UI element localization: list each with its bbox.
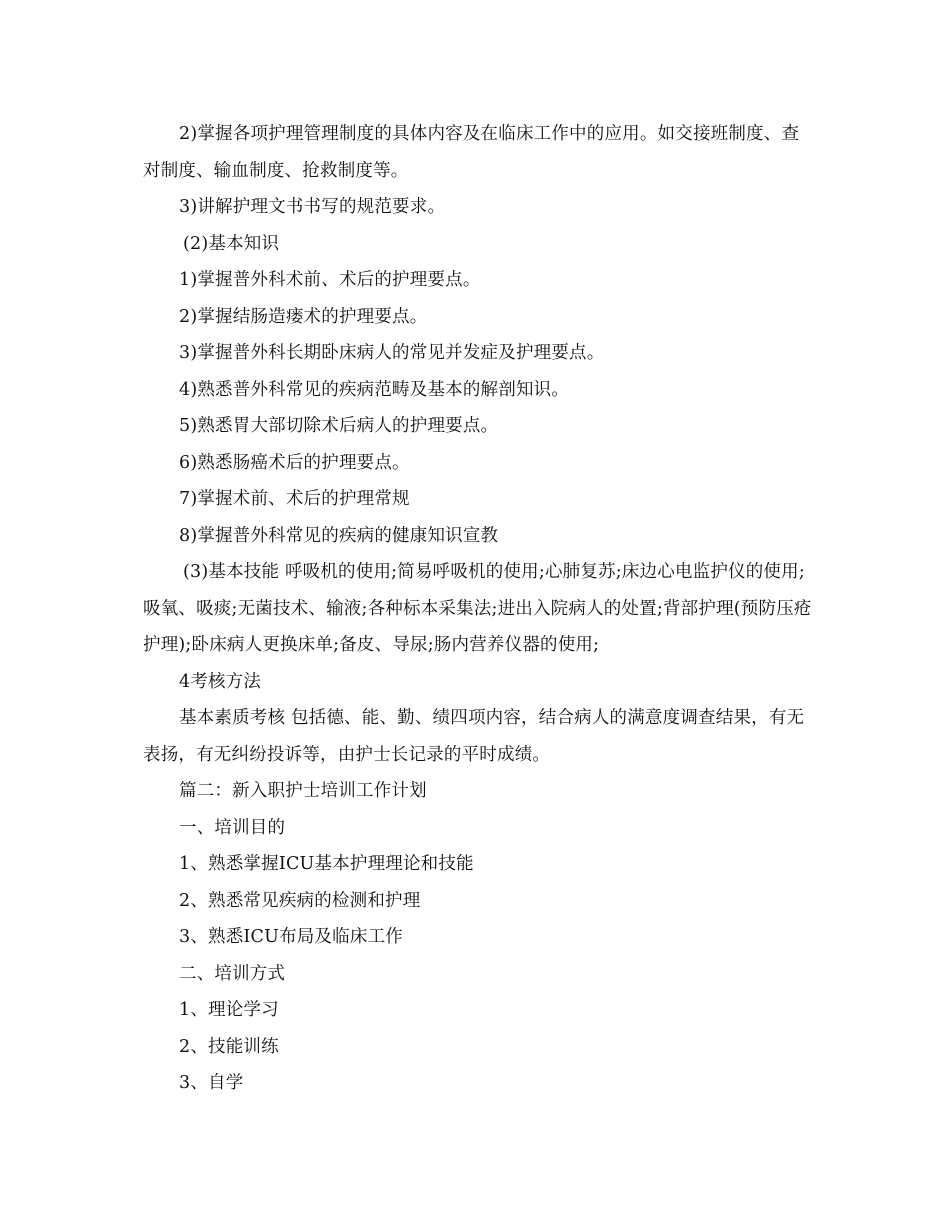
paragraph-management-systems: 2)掌握各项护理管理制度的具体内容及在临床工作中的应用。如交接班制度、查对制度、输血制度、抢救制度等。 [143,124,800,181]
paragraph-basic-skills: (3)基本技能 呼吸机的使用;简易呼吸机的使用;心肺复苏;床边心电监护仪的使用;吸氧、吸痰;无菌技术、输液;各种标本采集法;进出入院病人的处置;背部护理(预防压疮护理);卧床病人更换床单;备皮、导尿;肠内营养仪器的使用; [143,562,812,655]
heading-training-method: 二、培训方式 [179,963,286,984]
list-item: 1)掌握普外科术前、术后的护理要点。 [179,270,481,290]
list-item: 2)掌握结肠造瘘术的护理要点。 [179,306,428,327]
list-item: 4)熟悉普外科常见的疾病范畴及基本的解剖知识。 [179,379,570,400]
list-item: 6)熟悉肠癌术后的护理要点。 [179,452,410,473]
paragraph-nursing-documents: 3)讲解护理文书书写的规范要求。 [179,197,446,217]
paragraph-assessment-detail: 基本素质考核 包括德、能、勤、绩四项内容，结合病人的满意度调查结果，有无表扬，有无纠纷投诉等，由护士长记录的平时成绩。 [143,708,805,765]
document-body [143,116,815,1102]
list-item: 2、技能训练 [179,1036,279,1057]
list-item: 2、熟悉常见疾病的检测和护理 [179,890,421,911]
heading-assessment-method: 4考核方法 [179,671,262,692]
heading-training-purpose: 一、培训目的 [179,817,286,838]
list-item: 3、熟悉ICU布局及临床工作 [179,927,403,947]
list-item: 1、熟悉掌握ICU基本护理理论和技能 [179,854,474,874]
heading-basic-knowledge: (2)基本知识 [183,233,280,254]
list-item: 1、理论学习 [179,1000,279,1020]
list-item: 3、自学 [179,1073,244,1093]
heading-part-two: 篇二：新入职护士培训工作计划 [179,781,427,801]
list-item: 7)掌握术前、术后的护理常规 [179,489,410,509]
list-item: 8)掌握普外科常见的疾病的健康知识宣教 [179,525,499,546]
list-item: 3)掌握普外科长期卧床病人的常见并发症及护理要点。 [179,343,605,363]
list-item: 5)熟悉胃大部切除术后病人的护理要点。 [179,416,499,436]
